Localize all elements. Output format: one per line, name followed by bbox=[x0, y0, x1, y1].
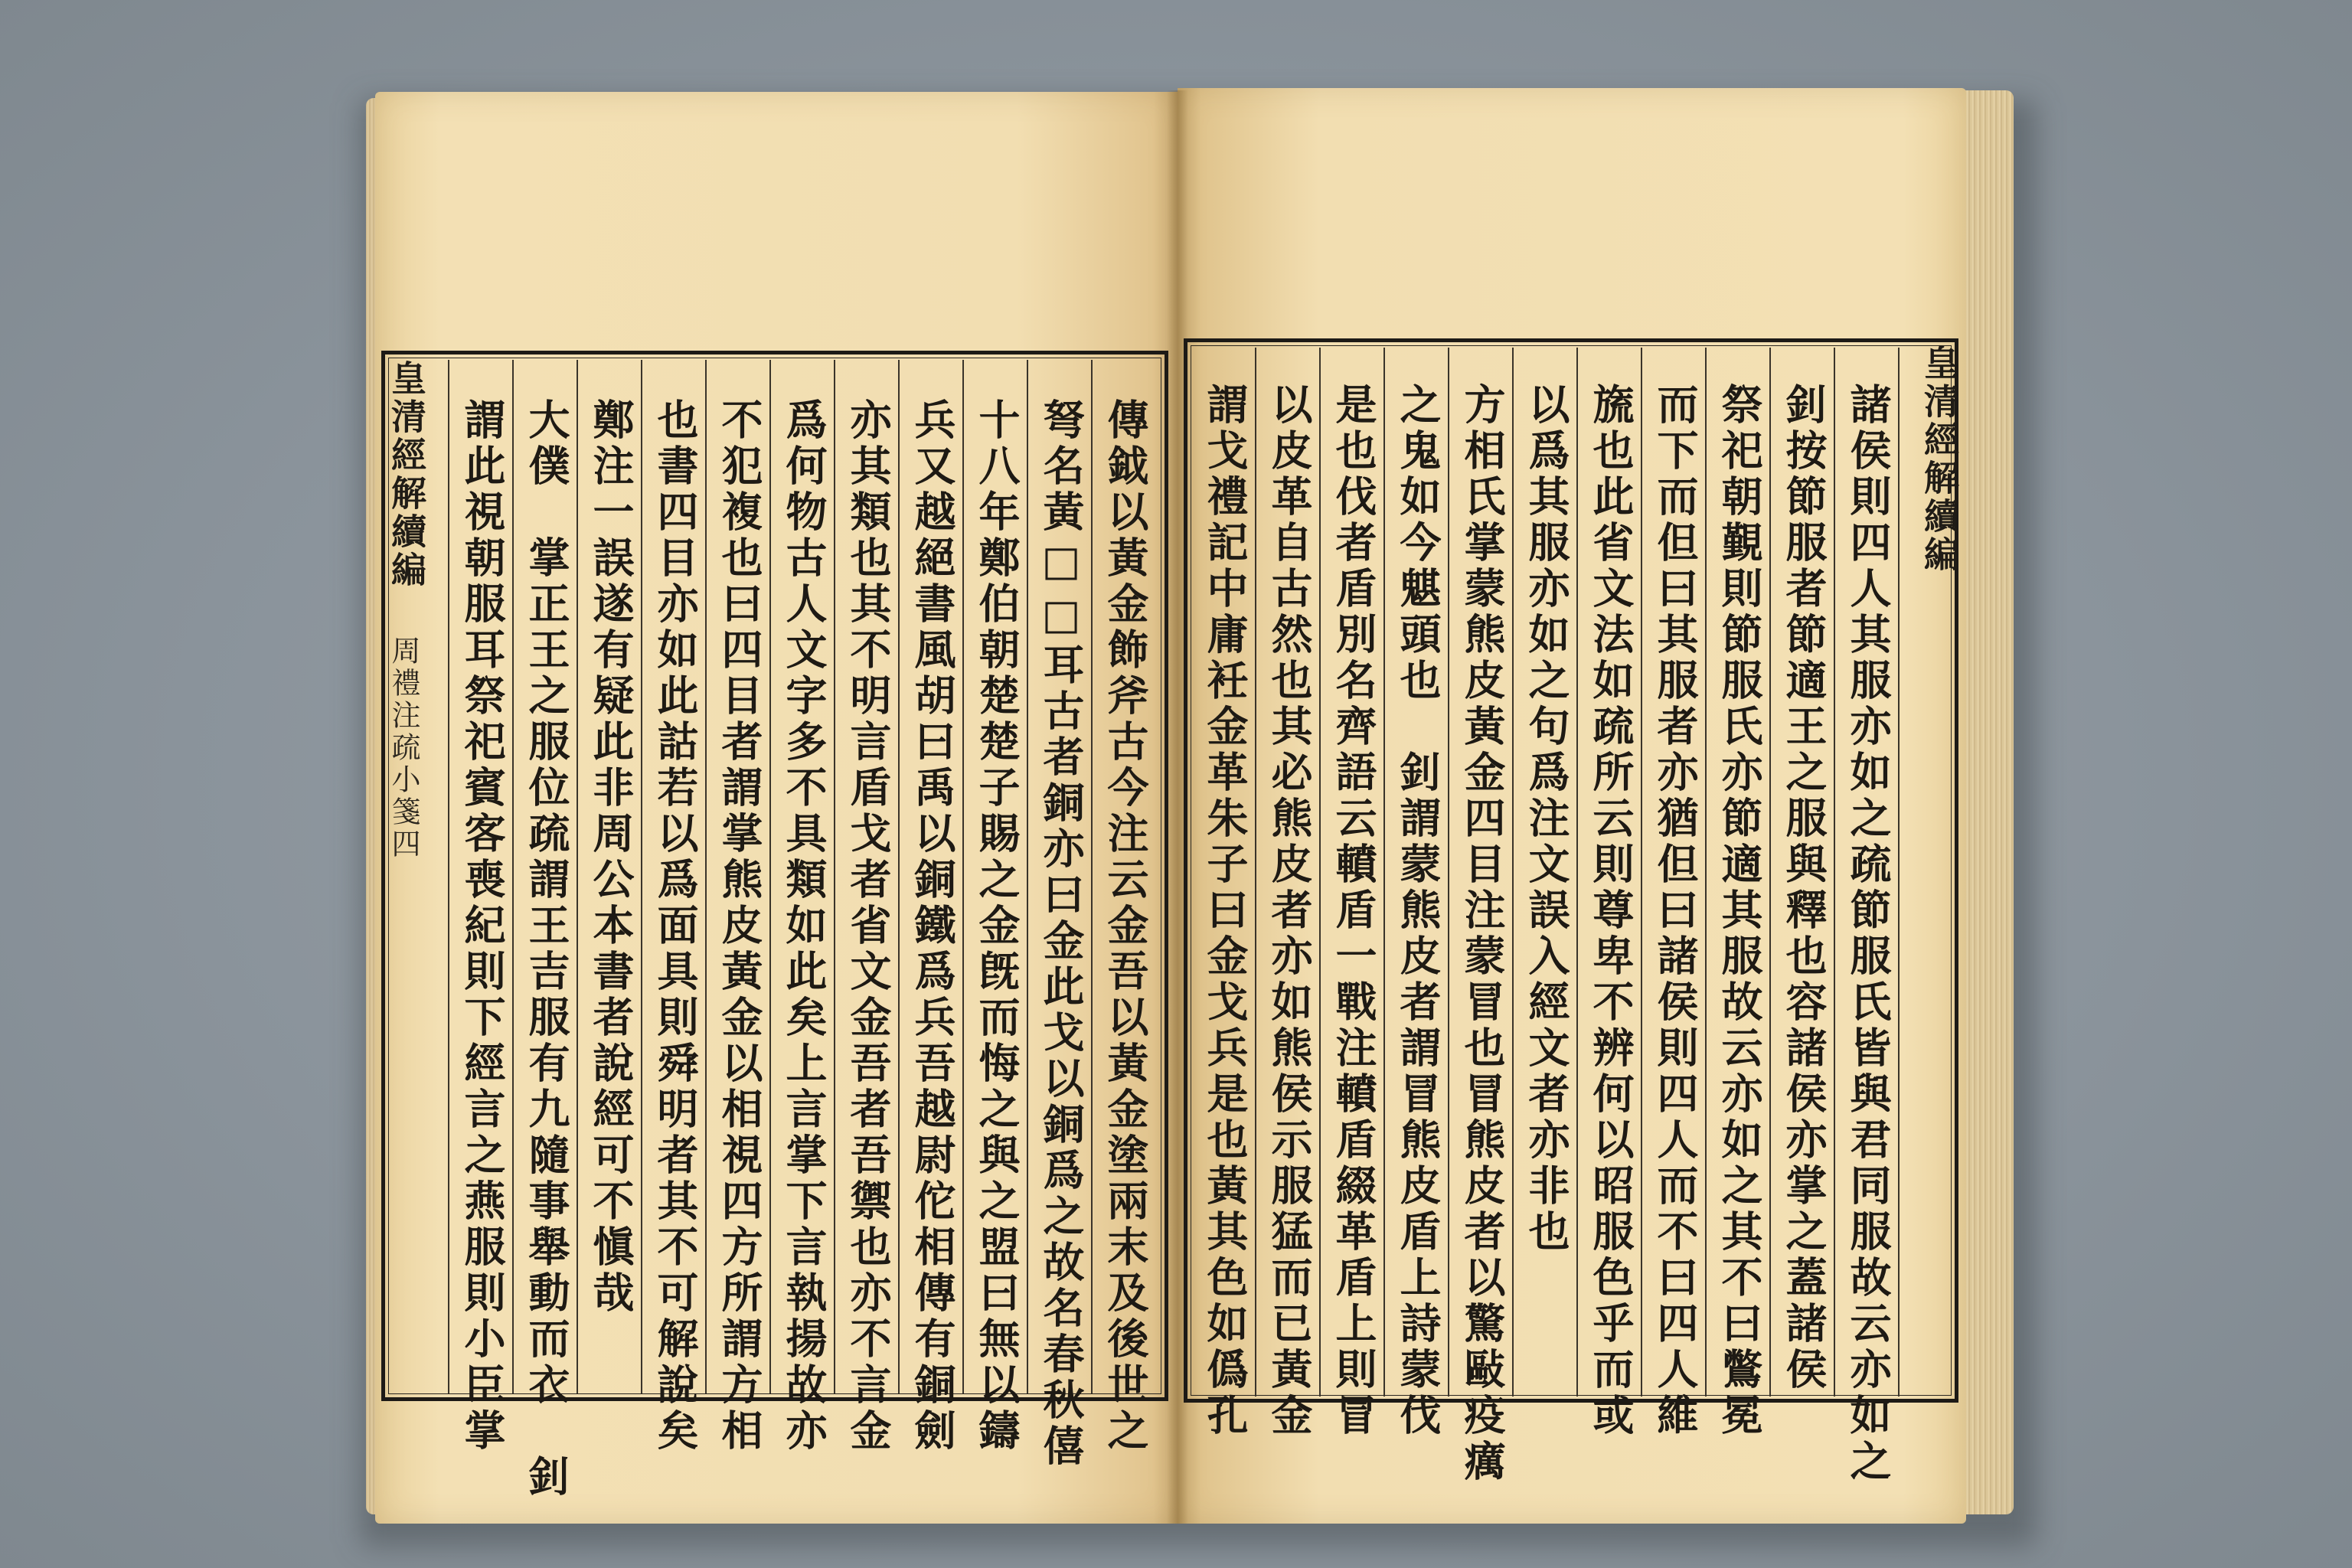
right-column-rule bbox=[1898, 348, 1900, 1396]
right-column-rule bbox=[1512, 348, 1514, 1396]
right-column-5: 旒也此省文法如疏所云則尊卑不辨何以昭服色乎而或 bbox=[1586, 383, 1635, 1439]
left-column-rule bbox=[834, 360, 835, 1393]
left-column-7: 不犯複也曰四目者謂掌熊皮黃金以相視四方所謂方相 bbox=[715, 398, 764, 1455]
left-column-6: 爲何物古人文字多不具類如此矣上言掌下言執揚故亦 bbox=[779, 398, 828, 1455]
right-column-9: 是也伐者盾別名齊語云轒盾一戰注轒盾綴革盾上則冒 bbox=[1329, 383, 1378, 1439]
left-margin-title: 皇清經解續編 bbox=[386, 360, 427, 590]
right-margin-title: 皇清經解續編 bbox=[1919, 345, 1960, 574]
right-column-1: 諸侯則四人其服亦如之疏節服氏皆與君同服故云亦如之 bbox=[1844, 383, 1893, 1485]
left-column-10: 大僕 掌正王之服位疏謂王吉服有九隨事舉動而衣 釗 bbox=[522, 398, 571, 1501]
left-column-rule bbox=[769, 360, 771, 1393]
right-column-rule bbox=[1769, 348, 1771, 1396]
left-column-3: 十八年鄭伯朝楚楚子賜之金旣而悔之與之盟曰無以鑄 bbox=[972, 398, 1021, 1455]
left-column-rule bbox=[1027, 360, 1028, 1393]
left-column-rule bbox=[898, 360, 900, 1393]
left-column-rule bbox=[512, 360, 514, 1393]
right-column-rule bbox=[1641, 348, 1642, 1396]
right-column-8: 之鬼如今魌頭也 釗謂蒙熊皮者謂冒熊皮盾上詩蒙伐 bbox=[1393, 383, 1442, 1439]
right-column-10: 以皮革自古然也其必熊皮者亦如熊侯示服猛而已黃金 bbox=[1265, 383, 1314, 1439]
right-column-2: 釗按節服者節適王之服與釋也容諸侯亦掌之蓋諸侯 bbox=[1779, 383, 1828, 1393]
left-column-rule bbox=[641, 360, 642, 1393]
right-column-3: 祭祀朝覲則節服氏亦節適其服故云亦如之其不曰鷩冕 bbox=[1715, 383, 1764, 1439]
right-column-4: 而下而但曰其服者亦猶但曰諸侯則四人而不曰四人維 bbox=[1651, 383, 1700, 1439]
right-column-rule bbox=[1383, 348, 1385, 1396]
left-column-8: 也書四目亦如此詁若以爲面具則舜明者其不可解說矣 bbox=[651, 398, 700, 1455]
right-column-11: 謂戈禮記中庸衽金革朱子曰金戈兵是也黃其色如僞孔 bbox=[1200, 383, 1250, 1439]
right-column-rule bbox=[1705, 348, 1707, 1396]
right-column-rule bbox=[1319, 348, 1321, 1396]
left-column-rule bbox=[448, 360, 449, 1393]
right-column-6: 以爲其服亦如之句爲注文誤入經文者亦非也 bbox=[1522, 383, 1571, 1256]
left-column-5: 亦其類也其不明言盾戈者省文金吾者吾禦也亦不言金 bbox=[844, 398, 893, 1455]
left-column-rule bbox=[705, 360, 707, 1393]
right-column-rule bbox=[1255, 348, 1256, 1396]
right-column-rule bbox=[1448, 348, 1449, 1396]
left-column-2: 弩名黃□□耳古者銅亦曰金此戈以銅爲之故名春秋僖 bbox=[1037, 398, 1086, 1470]
left-column-11: 謂此視朝服耳祭祀賓客喪紀則下經言之燕服則小臣掌 bbox=[458, 398, 507, 1455]
right-column-rule bbox=[1576, 348, 1578, 1396]
page-edges-right bbox=[1960, 90, 2014, 1514]
left-column-9: 鄭注一誤遂有疑此非周公本書者說經可不愼哉 bbox=[586, 398, 635, 1317]
right-column-7: 方相氏掌蒙熊皮黃金四目注蒙冒也冒熊皮者以驚敺疫癘 bbox=[1458, 383, 1507, 1485]
left-column-rule bbox=[962, 360, 964, 1393]
left-margin-subtitle: 周禮注疏小箋四 bbox=[387, 635, 420, 861]
left-column-rule bbox=[577, 360, 578, 1393]
left-column-1: 傳鉞以黃金飾斧古今注云金吾以黃金塗兩末及後世之 bbox=[1101, 398, 1150, 1455]
left-column-4: 兵又越絕書風胡曰禹以銅鐵爲兵吾越尉佗相傳有銅劍 bbox=[908, 398, 957, 1455]
right-column-rule bbox=[1834, 348, 1835, 1396]
left-column-rule bbox=[1091, 360, 1093, 1393]
